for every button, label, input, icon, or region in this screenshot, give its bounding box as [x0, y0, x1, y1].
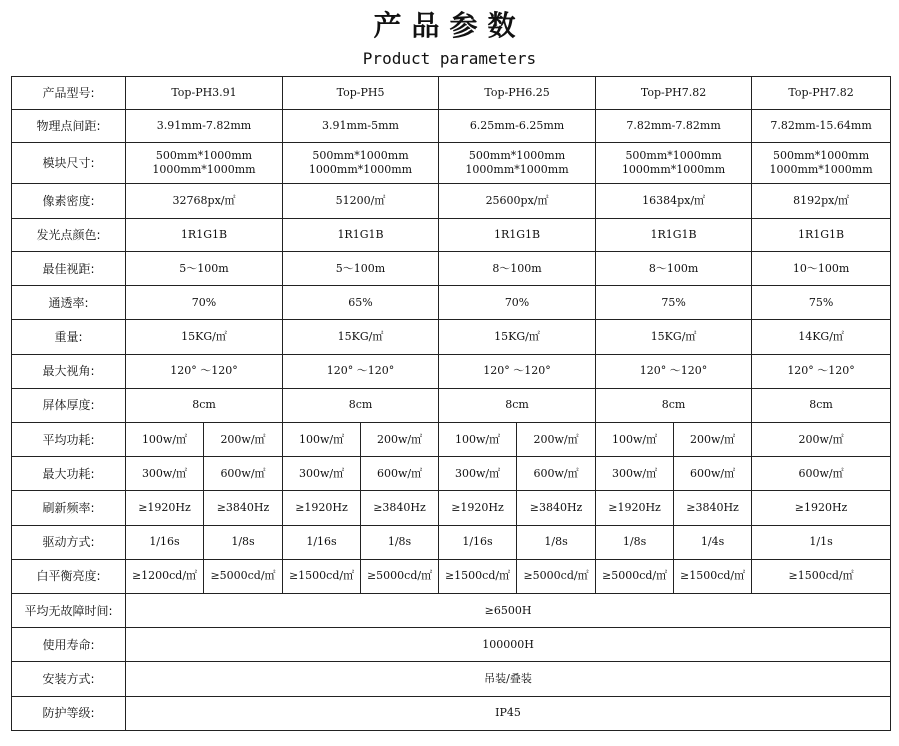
- value-cell: 100w/㎡: [439, 423, 517, 457]
- value-cell: 1/8s: [596, 525, 674, 559]
- model-name-cell: Top-PH6.25: [439, 77, 596, 110]
- cell-line: 1000mm*1000mm: [308, 162, 413, 176]
- table-row: [12, 320, 891, 354]
- table-row: [12, 628, 891, 662]
- value-cell: 200w/㎡: [517, 423, 596, 457]
- value-cell: 8cm: [596, 388, 752, 422]
- table-row: [12, 218, 891, 251]
- value-cell: 14KG/㎡: [752, 320, 891, 354]
- spec-table: [11, 76, 891, 731]
- value-cell: ≥1500cd/㎡: [283, 559, 361, 593]
- value-cell: 25600px/㎡: [439, 183, 596, 218]
- value-cell: 120° ～120°: [439, 354, 596, 388]
- value-cell: ≥3840Hz: [674, 491, 752, 525]
- value-cell: [752, 143, 891, 183]
- table-row: [12, 354, 891, 388]
- row-label: 最佳视距:: [12, 252, 126, 286]
- value-cell: 200w/㎡: [361, 423, 439, 457]
- value-cell: 75%: [596, 286, 752, 320]
- value-cell: 8192px/㎡: [752, 183, 891, 218]
- value-cell: 600w/㎡: [517, 457, 596, 491]
- table-row: [12, 662, 891, 696]
- row-label: 模块尺寸:: [12, 143, 126, 183]
- cell-line: 1000mm*1000mm: [621, 162, 726, 176]
- model-name-cell: Top-PH7.82: [752, 77, 891, 110]
- row-label: 最大功耗:: [12, 457, 126, 491]
- table-row: [12, 696, 891, 730]
- cell-line: 500mm*1000mm: [155, 148, 253, 162]
- value-cell: ≥3840Hz: [204, 491, 283, 525]
- value-cell: 7.82mm-15.64mm: [752, 110, 891, 143]
- value-cell: 8～100m: [596, 252, 752, 286]
- cell-line: 1000mm*1000mm: [465, 162, 569, 176]
- table-row: [12, 491, 891, 525]
- merged-value-cell: IP45: [126, 696, 891, 730]
- row-label: 最大视角:: [12, 354, 126, 388]
- value-cell: ≥5000cd/㎡: [517, 559, 596, 593]
- value-cell: 70%: [439, 286, 596, 320]
- table-row: [12, 388, 891, 422]
- cell-line: 500mm*1000mm: [312, 148, 409, 162]
- table-header-row: [12, 77, 891, 110]
- row-label: 通透率:: [12, 286, 126, 320]
- value-cell: 5～100m: [283, 252, 439, 286]
- row-label: 产品型号:: [12, 77, 126, 110]
- value-cell: 1R1G1B: [283, 218, 439, 251]
- table-row: [12, 525, 891, 559]
- value-cell: 15KG/㎡: [283, 320, 439, 354]
- cell-line: 500mm*1000mm: [468, 148, 566, 162]
- value-cell: 1R1G1B: [752, 218, 891, 251]
- row-label: 像素密度:: [12, 183, 126, 218]
- value-cell: 1/16s: [283, 525, 361, 559]
- value-cell: ≥1200cd/㎡: [126, 559, 204, 593]
- value-cell: 300w/㎡: [283, 457, 361, 491]
- value-cell: 70%: [126, 286, 283, 320]
- row-label: 使用寿命:: [12, 628, 126, 662]
- table-row: [12, 423, 891, 457]
- value-cell: 1R1G1B: [126, 218, 283, 251]
- value-cell: 51200/㎡: [283, 183, 439, 218]
- value-cell: 15KG/㎡: [439, 320, 596, 354]
- value-cell: 8cm: [752, 388, 891, 422]
- value-cell: ≥3840Hz: [517, 491, 596, 525]
- row-label: 物理点间距:: [12, 110, 126, 143]
- row-label: 屏体厚度:: [12, 388, 126, 422]
- value-cell: 15KG/㎡: [126, 320, 283, 354]
- value-cell: [596, 143, 752, 183]
- value-cell: 200w/㎡: [674, 423, 752, 457]
- value-cell: ≥5000cd/㎡: [361, 559, 439, 593]
- model-name-cell: Top-PH7.82: [596, 77, 752, 110]
- table-row: [12, 457, 891, 491]
- table-row: [12, 594, 891, 628]
- value-cell: 100w/㎡: [596, 423, 674, 457]
- cell-line: 500mm*1000mm: [625, 148, 722, 162]
- row-label: 平均无故障时间:: [12, 594, 126, 628]
- model-name-cell: Top-PH3.91: [126, 77, 283, 110]
- value-cell: 10～100m: [752, 252, 891, 286]
- merged-value-cell: ≥6500H: [126, 594, 891, 628]
- value-cell: ≥1920Hz: [752, 491, 891, 525]
- row-label: 防护等级:: [12, 696, 126, 730]
- value-cell: 1/8s: [204, 525, 283, 559]
- value-cell: 100w/㎡: [283, 423, 361, 457]
- value-cell: 3.91mm-5mm: [283, 110, 439, 143]
- value-cell: 8～100m: [439, 252, 596, 286]
- value-cell: 600w/㎡: [204, 457, 283, 491]
- value-cell: 7.82mm-7.82mm: [596, 110, 752, 143]
- value-cell: 1/16s: [439, 525, 517, 559]
- page-subtitle: Product parameters: [362, 49, 537, 68]
- value-cell: 15KG/㎡: [596, 320, 752, 354]
- value-cell: ≥1920Hz: [126, 491, 204, 525]
- value-cell: 16384px/㎡: [596, 183, 752, 218]
- row-label: 发光点颜色:: [12, 218, 126, 251]
- row-label: 重量:: [12, 320, 126, 354]
- value-cell: ≥5000cd/㎡: [596, 559, 674, 593]
- value-cell: [283, 143, 439, 183]
- value-cell: 32768px/㎡: [126, 183, 283, 218]
- merged-value-cell: 吊装/叠装: [126, 662, 891, 696]
- row-label: 平均功耗:: [12, 423, 126, 457]
- value-cell: ≥1920Hz: [596, 491, 674, 525]
- value-cell: 5～100m: [126, 252, 283, 286]
- table-row: [12, 183, 891, 218]
- value-cell: 1/8s: [361, 525, 439, 559]
- page-title: 产品参数: [373, 9, 526, 42]
- value-cell: 100w/㎡: [126, 423, 204, 457]
- row-label: 驱动方式:: [12, 525, 126, 559]
- row-label: 刷新频率:: [12, 491, 126, 525]
- merged-value-cell: 100000H: [126, 628, 891, 662]
- table-row: [12, 143, 891, 183]
- value-cell: [439, 143, 596, 183]
- value-cell: 300w/㎡: [596, 457, 674, 491]
- model-name-cell: Top-PH5: [283, 77, 439, 110]
- table-row: [12, 252, 891, 286]
- value-cell: 3.91mm-7.82mm: [126, 110, 283, 143]
- value-cell: 1/1s: [752, 525, 891, 559]
- value-cell: ≥5000cd/㎡: [204, 559, 283, 593]
- value-cell: ≥1920Hz: [439, 491, 517, 525]
- table-row: [12, 559, 891, 593]
- row-label: 安装方式:: [12, 662, 126, 696]
- value-cell: [126, 143, 283, 183]
- value-cell: 8cm: [439, 388, 596, 422]
- value-cell: 200w/㎡: [204, 423, 283, 457]
- value-cell: 1R1G1B: [439, 218, 596, 251]
- value-cell: 1/8s: [517, 525, 596, 559]
- value-cell: ≥3840Hz: [361, 491, 439, 525]
- value-cell: 65%: [283, 286, 439, 320]
- value-cell: 300w/㎡: [439, 457, 517, 491]
- value-cell: 1/16s: [126, 525, 204, 559]
- value-cell: 120° ～120°: [283, 354, 439, 388]
- value-cell: ≥1500cd/㎡: [439, 559, 517, 593]
- table-row: [12, 286, 891, 320]
- value-cell: 1R1G1B: [596, 218, 752, 251]
- cell-line: 500mm*1000mm: [772, 148, 870, 162]
- value-cell: 120° ～120°: [596, 354, 752, 388]
- cell-line: 1000mm*1000mm: [152, 162, 256, 176]
- value-cell: 600w/㎡: [674, 457, 752, 491]
- value-cell: 200w/㎡: [752, 423, 891, 457]
- value-cell: 300w/㎡: [126, 457, 204, 491]
- value-cell: 8cm: [126, 388, 283, 422]
- value-cell: 120° ～120°: [126, 354, 283, 388]
- value-cell: 600w/㎡: [361, 457, 439, 491]
- value-cell: 8cm: [283, 388, 439, 422]
- value-cell: ≥1920Hz: [283, 491, 361, 525]
- table-row: [12, 110, 891, 143]
- row-label: 白平衡亮度:: [12, 559, 126, 593]
- cell-line: 1000mm*1000mm: [769, 162, 873, 176]
- value-cell: ≥1500cd/㎡: [752, 559, 891, 593]
- value-cell: 120° ～120°: [752, 354, 891, 388]
- value-cell: 600w/㎡: [752, 457, 891, 491]
- value-cell: 6.25mm-6.25mm: [439, 110, 596, 143]
- value-cell: 75%: [752, 286, 891, 320]
- value-cell: ≥1500cd/㎡: [674, 559, 752, 593]
- value-cell: 1/4s: [674, 525, 752, 559]
